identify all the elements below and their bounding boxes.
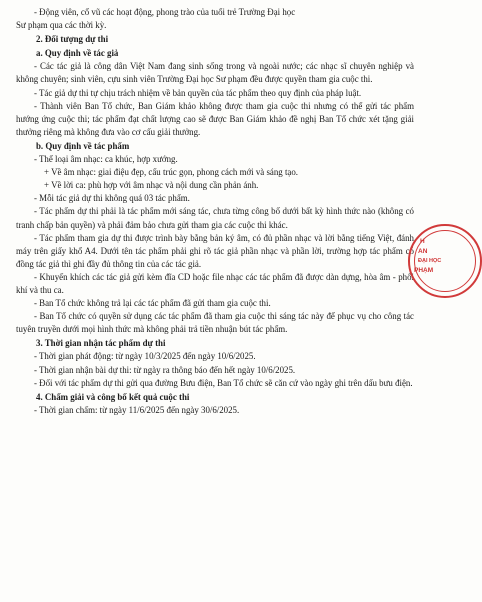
para-b5: - Tác phẩm dự thi phải là tác phẩm mới sáng tác, chưa từng công bố dưới bất kỳ hình thức nào (không có tranh chấp bản quyền) và phải đảm bảo chưa gửi tham gia các cuộc thi khác. — [16, 206, 414, 230]
para-l2: Sư phạm qua các thời kỳ. — [16, 20, 107, 31]
para-d1: - Thời gian chấm: từ ngày 11/6/2025 đến ngày 30/6/2025. — [34, 404, 240, 415]
para-b3: + Về lời ca: phù hợp với âm nhạc và nội dung cần phản ánh. — [44, 180, 259, 191]
heading-3: 3. Thời gian nhận tác phẩm dự thi — [36, 338, 166, 349]
stamp-text-1: H — [420, 238, 425, 245]
official-stamp — [408, 224, 448, 300]
para-b8: - Ban Tổ chức không trả lại các tác phẩm đã gửi tham gia cuộc thi. — [34, 298, 271, 309]
para-b7: - Khuyến khích các tác giả gửi kèm đĩa CD hoặc file nhạc các tác phẩm đã được dàn dựng, hòa âm - phối khí và thu ca. — [16, 271, 414, 295]
para-c1: - Thời gian phát động: từ ngày 10/3/2025 đến ngày 10/6/2025. — [34, 351, 256, 362]
stamp-text-4: PHẠM — [414, 267, 434, 274]
para-b4: - Mỗi tác giả dự thi không quá 03 tác phẩm. — [34, 193, 190, 204]
heading-4: 4. Chấm giải và công bố kết quả cuộc thi — [36, 391, 190, 402]
para-b6: - Tác phẩm tham gia dự thi được trình bày bằng bản ký âm, có đủ phần nhạc và lời bằng tiếng Việt, đánh máy trên giấy khổ A4. Dưới tên tác phẩm phải ghi rõ tác giả phần nhạc và phần lời, trường hợp tác phẩm có đồng tác giả thì ghi đầy đủ thông tin của các tác giả. — [16, 232, 414, 269]
para-c2: - Thời gian nhận bài dự thi: từ ngày ra thông báo đến hết ngày 10/6/2025. — [34, 364, 296, 375]
stamp-text-2: AN — [418, 248, 428, 255]
stamp-text-3: ĐẠI HỌC — [418, 258, 442, 264]
para-l1: - Động viên, cổ vũ các hoạt động, phong trào của tuổi trẻ Trường Đại học — [34, 7, 296, 17]
para-b1: - Thể loại âm nhạc: ca khúc, hợp xướng. — [34, 154, 178, 165]
para-a3: - Thành viên Ban Tổ chức, Ban Giám khảo không được tham gia cuộc thi nhưng có thể gửi tác phẩm hướng ứng cuộc thi; tác phẩm đạt chất lượng cao sẽ được Ban Giám khảo đề nghị Ban Tổ chức xét tặng giải thưởng riêng mà không đưa vào cơ cấu giải thưởng. — [16, 100, 414, 137]
para-b2: + Về âm nhạc: giai điệu đẹp, cấu trúc gọn, phong cách mới và sáng tạo. — [44, 167, 299, 178]
para-a2: - Tác giả dự thi tự chịu trách nhiệm về bản quyền của tác phẩm theo quy định của pháp luật. — [34, 87, 362, 98]
heading-2b: b. Quy định về tác phẩm — [36, 140, 130, 151]
heading-2: 2. Đối tượng dự thi — [36, 34, 109, 45]
para-c3: - Đối với tác phẩm dự thi gửi qua đường Bưu điện, Ban Tổ chức sẽ căn cứ vào ngày ghi trên dấu bưu điện. — [34, 377, 413, 388]
heading-2a: a. Quy định về tác giả — [36, 48, 119, 59]
para-a1: - Các tác giả là công dân Việt Nam đang sinh sống trong và ngoài nước; các nhạc sĩ chuyên nghiệp và không chuyên; sinh viên, cựu sinh viên Trường Đại học Sư phạm đều được quyền tham gia cuộc thi. — [16, 61, 414, 85]
para-b9: - Ban Tổ chức có quyền sử dụng các tác phẩm đã tham gia cuộc thi sáng tác này để phục vụ cho công tác tuyên truyền dưới mọi hình thức mà không phải trả tiền nhuận bút tác phẩm. — [16, 311, 414, 335]
